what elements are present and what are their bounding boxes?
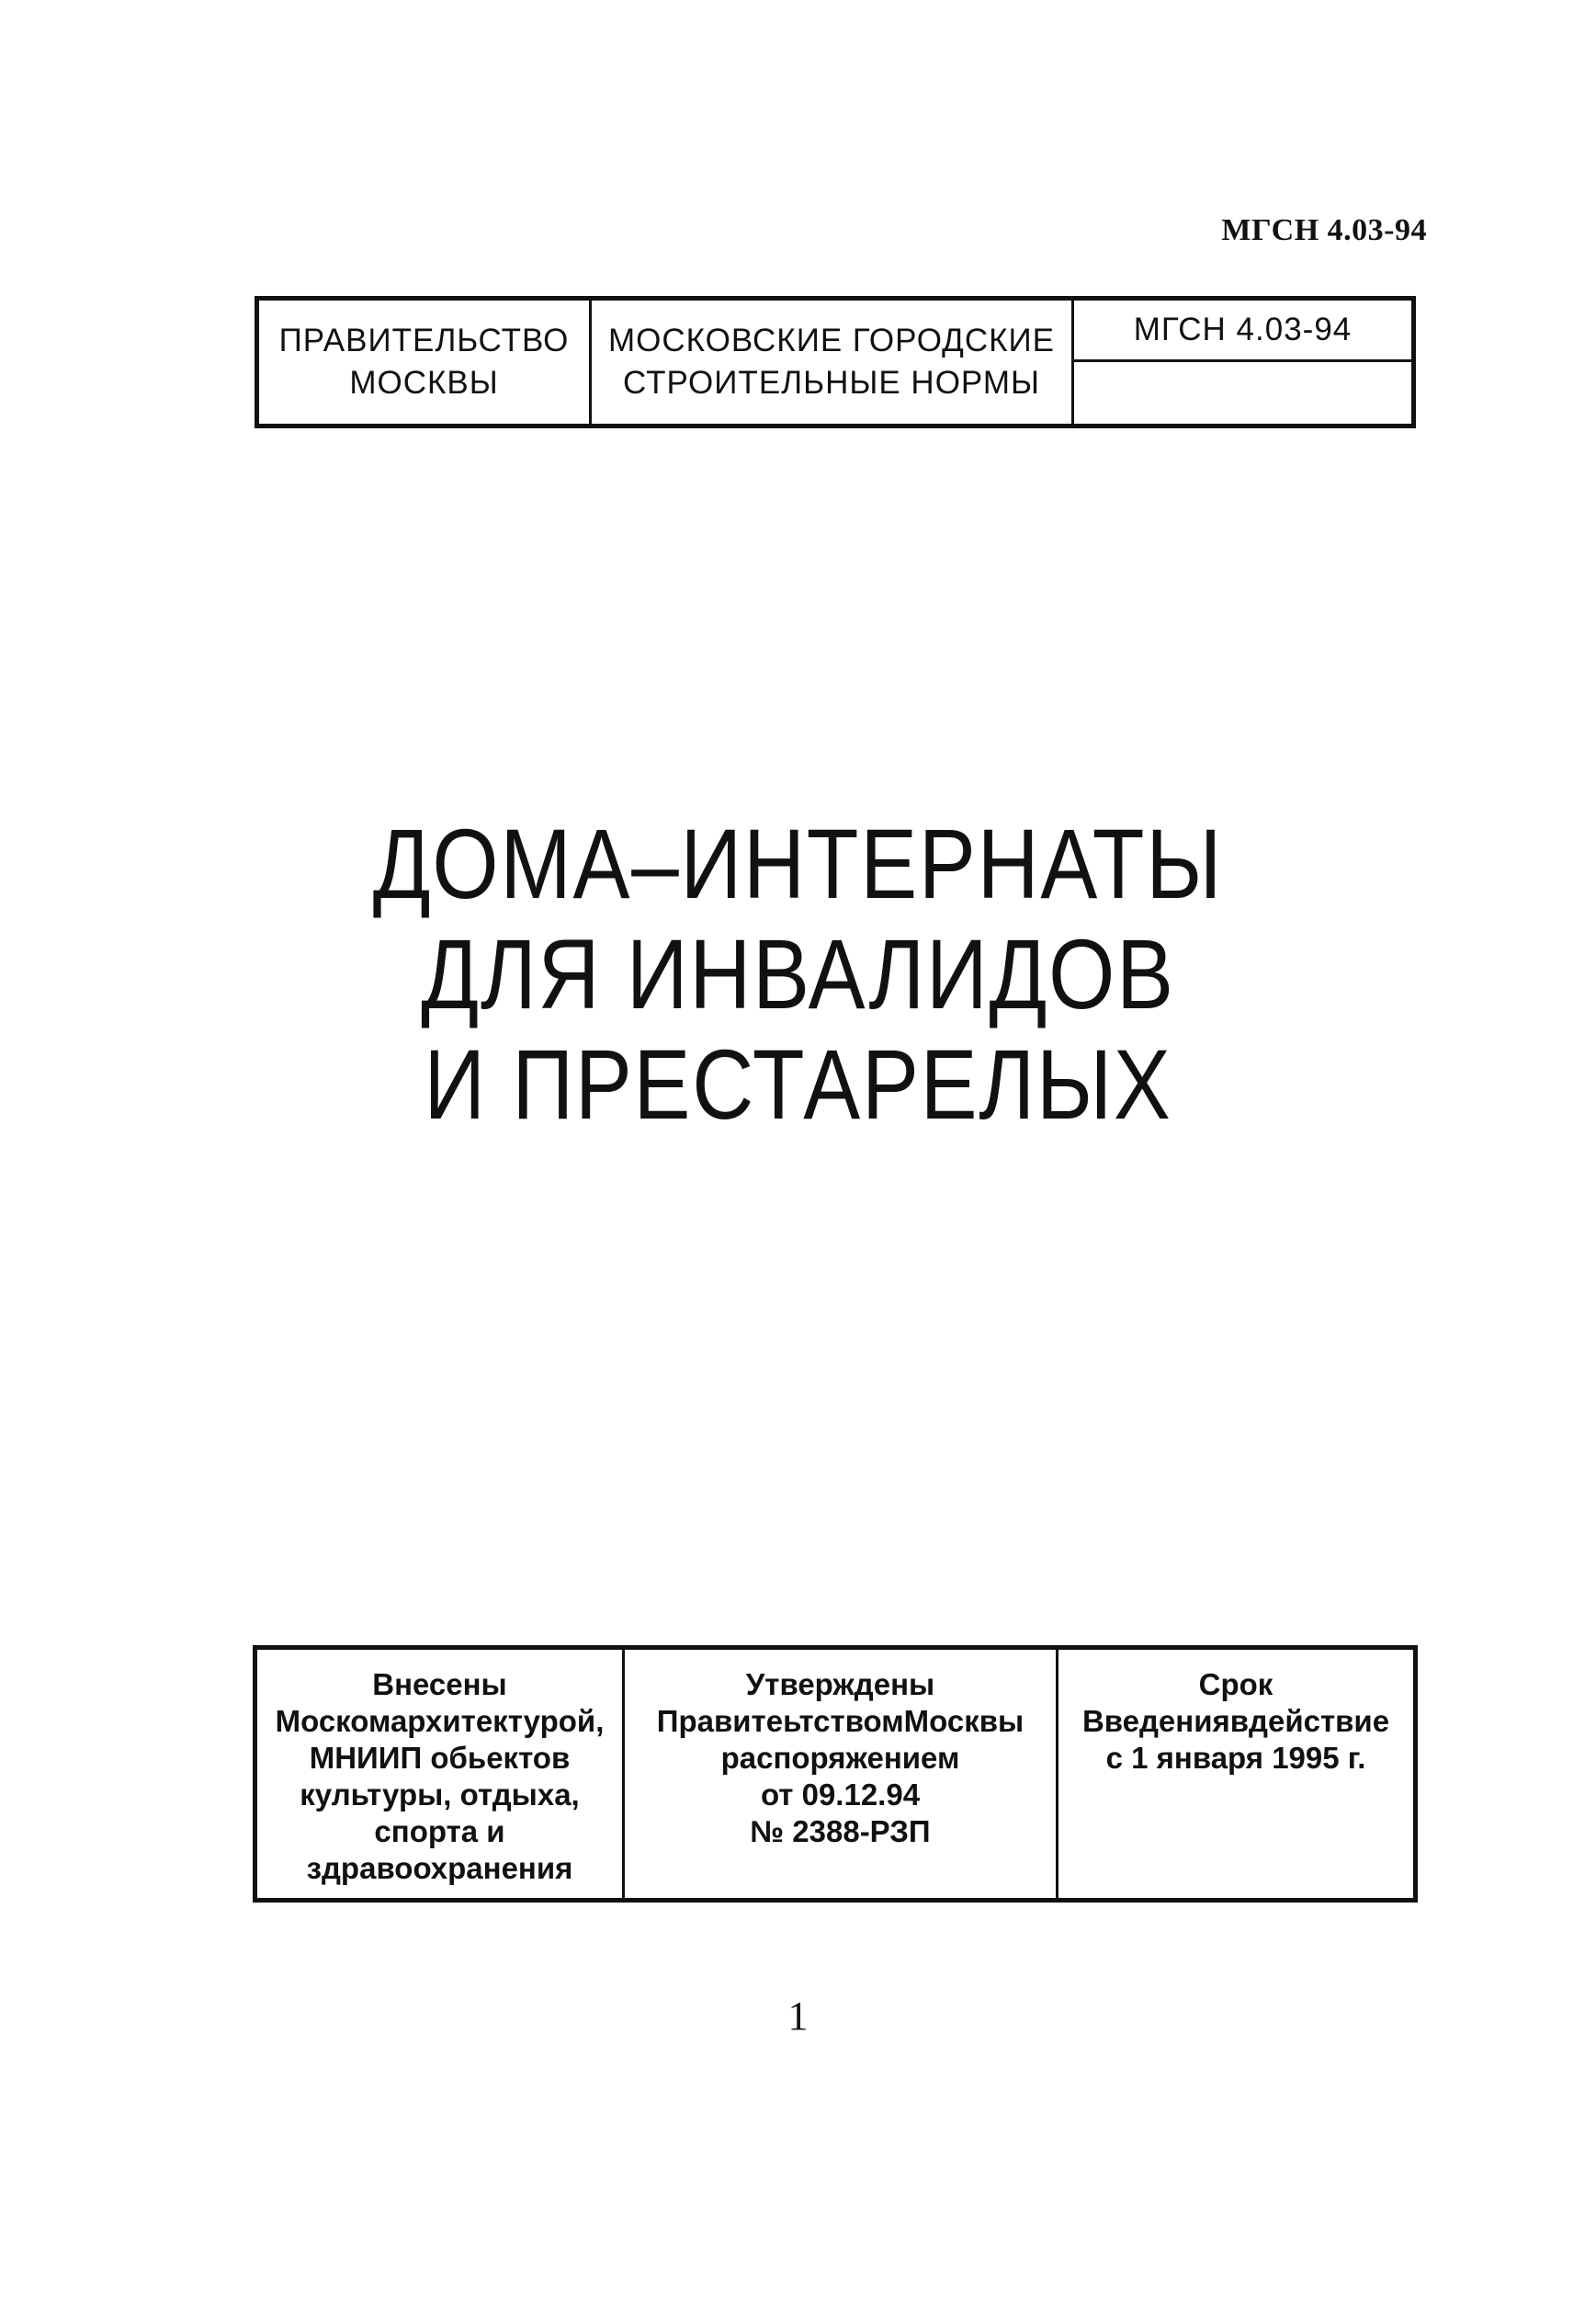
header-issuer-line: МОСКВЫ [349,365,499,401]
title-line: ДОМА–ИНТЕРНАТЫ [372,808,1224,919]
introduced-line: здравоохранения [306,1851,573,1885]
approved-line: № 2388-РЗП [750,1814,931,1848]
header-cell-issuer [259,301,592,424]
effective-date-line: Срок [1198,1667,1273,1701]
title-line: ДЛЯ ИНВАЛИДОВ [421,918,1175,1029]
page-number: 1 [787,1994,809,2039]
footer-cell-introduced [257,1650,625,1898]
header-cell-norm-type [592,301,1074,424]
header-code-blank [1074,362,1411,424]
title-line: И ПРЕСТАРЕЛЫХ [424,1028,1172,1140]
header-norm-type-line: МОСКОВСКИЕ ГОРОДСКИЕ [607,323,1056,358]
header-cell-code [1074,301,1411,424]
footer-table [253,1645,1418,1903]
document-title [112,809,1485,1140]
introduced-line: культуры, отдыха, [300,1778,580,1812]
introduced-line: Москомархитектурой, [275,1704,605,1738]
header-table [255,296,1416,428]
introduced-line: спорта и [374,1814,505,1848]
effective-date-line: Введениявдействие [1081,1704,1390,1738]
header-code: МГСН 4.03-94 [1074,301,1411,362]
footer-cell-approved [625,1650,1058,1898]
header-issuer-line: ПРАВИТЕЛЬСТВО [278,323,570,358]
effective-date-line: с 1 января 1995 г. [1105,1741,1366,1775]
footer-cell-effective-date [1058,1650,1413,1898]
header-norm-type-line: СТРОИТЕЛЬНЫЕ НОРМЫ [622,365,1041,401]
approved-line: ПравитеьтствомМосквы [656,1704,1024,1738]
approved-line: от 09.12.94 [760,1778,921,1812]
approved-line: распоряжением [720,1741,960,1775]
approved-line: Утверждены [745,1667,935,1701]
introduced-line: МНИИП обьектов [309,1741,571,1775]
introduced-line: Внесены [372,1667,507,1701]
document-code: МГСН 4.03-94 [1221,213,1427,247]
